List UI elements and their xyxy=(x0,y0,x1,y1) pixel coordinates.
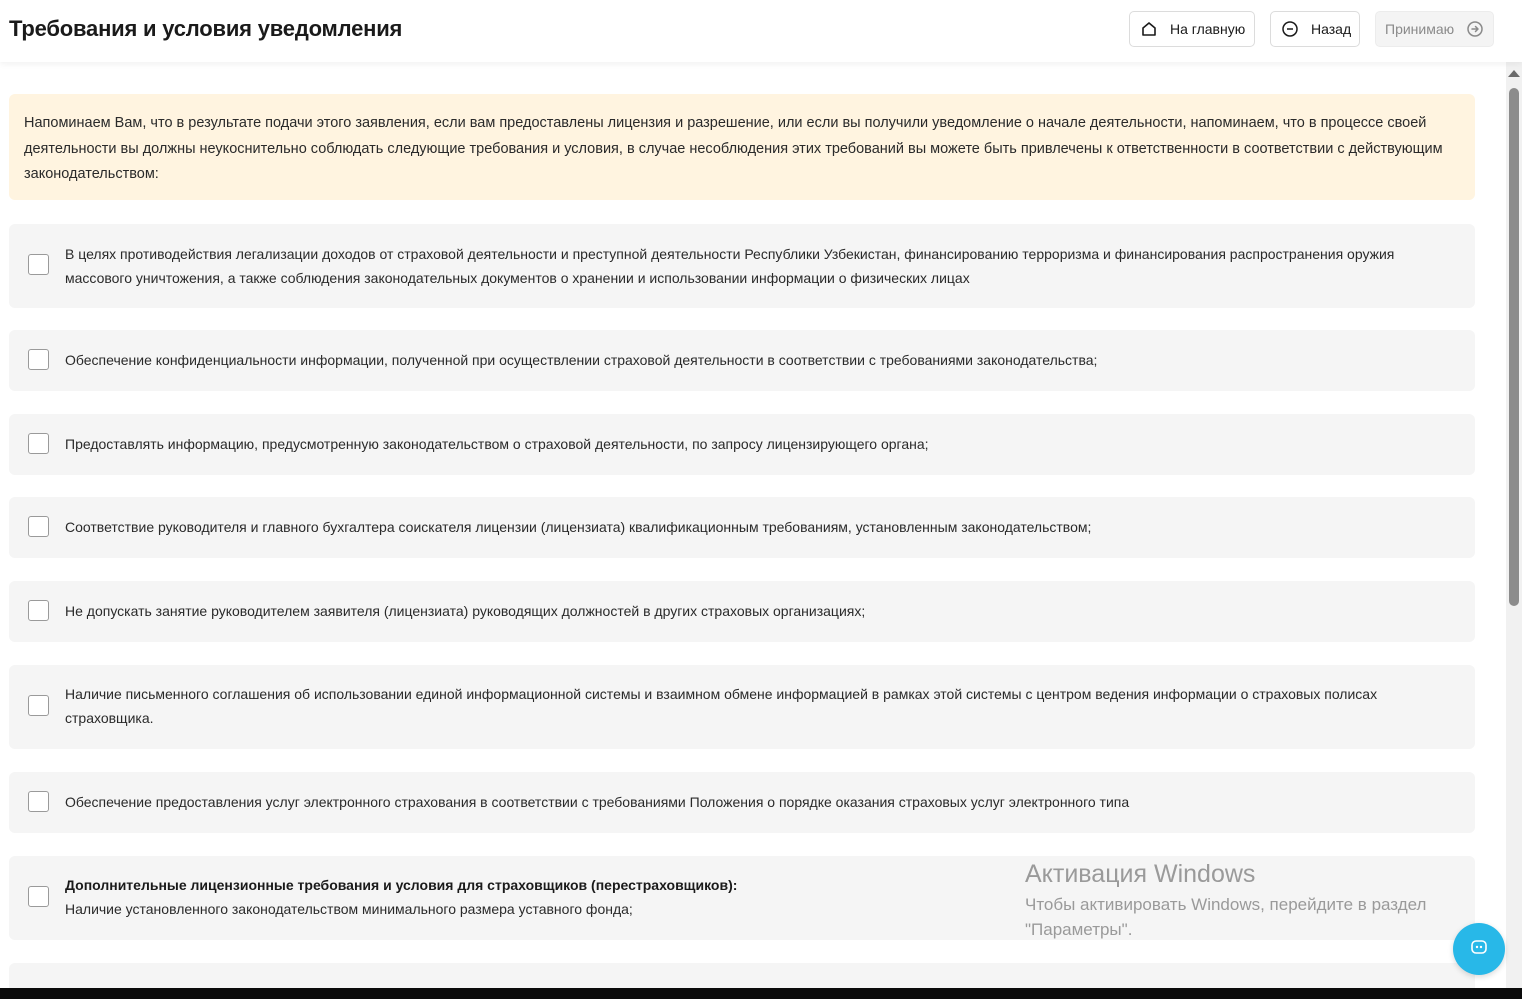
home-button[interactable] xyxy=(1129,11,1255,47)
requirement-checkbox[interactable] xyxy=(28,254,49,275)
chat-bot-icon xyxy=(1468,936,1490,963)
back-button[interactable] xyxy=(1270,11,1360,47)
requirement-text: В целях противодействия легализации доходов от страховой деятельности и преступной деятельности Республики Узбекистан, финансированию терроризма и финансирования распространения оружия массового уничтожения, а также соблюдения законодательных документов о хранении и использовании информации о физических лицах xyxy=(65,246,1395,286)
watermark-subtitle: Чтобы активировать Windows, перейдите в раздел "Параметры". xyxy=(1025,895,1427,939)
requirement-checkbox[interactable] xyxy=(28,791,49,812)
accept-button-label: Принимаю xyxy=(1385,21,1455,37)
requirement-text: Наличие установленного законодательством минимального размера уставного фонда; xyxy=(65,901,633,917)
scrollbar-thumb[interactable] xyxy=(1509,88,1519,606)
requirement-text: Обеспечение предоставления услуг электронного страхования в соответствии с требованиями Положения о порядке оказания страховых услуг электронного типа xyxy=(65,794,1130,810)
page-title: Требования и условия уведомления xyxy=(9,16,403,41)
requirement-checkbox[interactable] xyxy=(28,886,49,907)
accept-button[interactable] xyxy=(1375,11,1494,47)
notice-banner: Напоминаем Вам, что в результате подачи этого заявления, если вам предоставлены лицензия и разрешение, или если вы получили уведомление о начале деятельности, напоминаем, что в процессе своей деятельности вы должны неукоснительно соблюдать следующие требования и условия, в случае несоблюдения этих требований вы можете быть привлечены к ответственности в соответствии с действующим законодательством: xyxy=(9,94,1475,200)
home-button-label: На главную xyxy=(1170,21,1246,37)
requirement-item[interactable] xyxy=(9,581,1475,642)
requirement-item[interactable] xyxy=(9,772,1475,833)
requirement-text: Соответствие руководителя и главного бухгалтера соискателя лицензии (лицензиата) квалификационным требованиям, установленным законодательством; xyxy=(65,519,1092,535)
back-button-label: Назад xyxy=(1311,21,1352,37)
requirement-checkbox[interactable] xyxy=(28,516,49,537)
scroll-up-arrow-icon[interactable] xyxy=(1508,70,1520,77)
requirement-item[interactable] xyxy=(9,497,1475,558)
requirement-text: Обеспечение конфиденциальности информации, полученной при осуществлении страховой деятельности в соответствии с требованиями законодательства; xyxy=(65,352,1098,368)
requirement-item[interactable] xyxy=(9,330,1475,391)
requirement-text: Наличие письменного соглашения об использовании единой информационной системы и взаимном обмене информацией в рамках этой системы с центром ведения информации о страховых полисах страховщика. xyxy=(65,686,1378,726)
requirement-item[interactable] xyxy=(9,963,1475,988)
requirement-item[interactable] xyxy=(9,414,1475,475)
requirement-item[interactable] xyxy=(9,224,1475,308)
watermark-title: Активация Windows xyxy=(1025,860,1256,888)
requirement-checkbox[interactable] xyxy=(28,433,49,454)
requirement-item[interactable] xyxy=(9,665,1475,749)
requirement-checkbox[interactable] xyxy=(28,695,49,716)
home-icon xyxy=(1140,20,1158,38)
requirement-heading: Дополнительные лицензионные требования и условия для страховщиков (перестраховщиков): xyxy=(65,877,738,893)
requirement-text-group xyxy=(65,873,1415,921)
requirement-checkbox[interactable] xyxy=(28,349,49,370)
requirement-item[interactable] xyxy=(9,856,1475,940)
back-circle-icon xyxy=(1281,20,1299,38)
os-taskbar xyxy=(0,988,1522,999)
requirement-text: Предоставлять информацию, предусмотренную законодательством о страховой деятельности, по запросу лицензирующего органа; xyxy=(65,436,929,452)
requirement-text: Не допускать занятие руководителем заявителя (лицензиата) руководящих должностей в других страховых организациях; xyxy=(65,603,866,619)
chat-button[interactable] xyxy=(1453,923,1505,975)
vertical-scrollbar[interactable] xyxy=(1506,62,1522,988)
main-content xyxy=(0,62,1506,988)
arrow-right-circle-icon xyxy=(1466,20,1484,38)
top-header xyxy=(0,0,1522,62)
requirement-checkbox[interactable] xyxy=(28,600,49,621)
